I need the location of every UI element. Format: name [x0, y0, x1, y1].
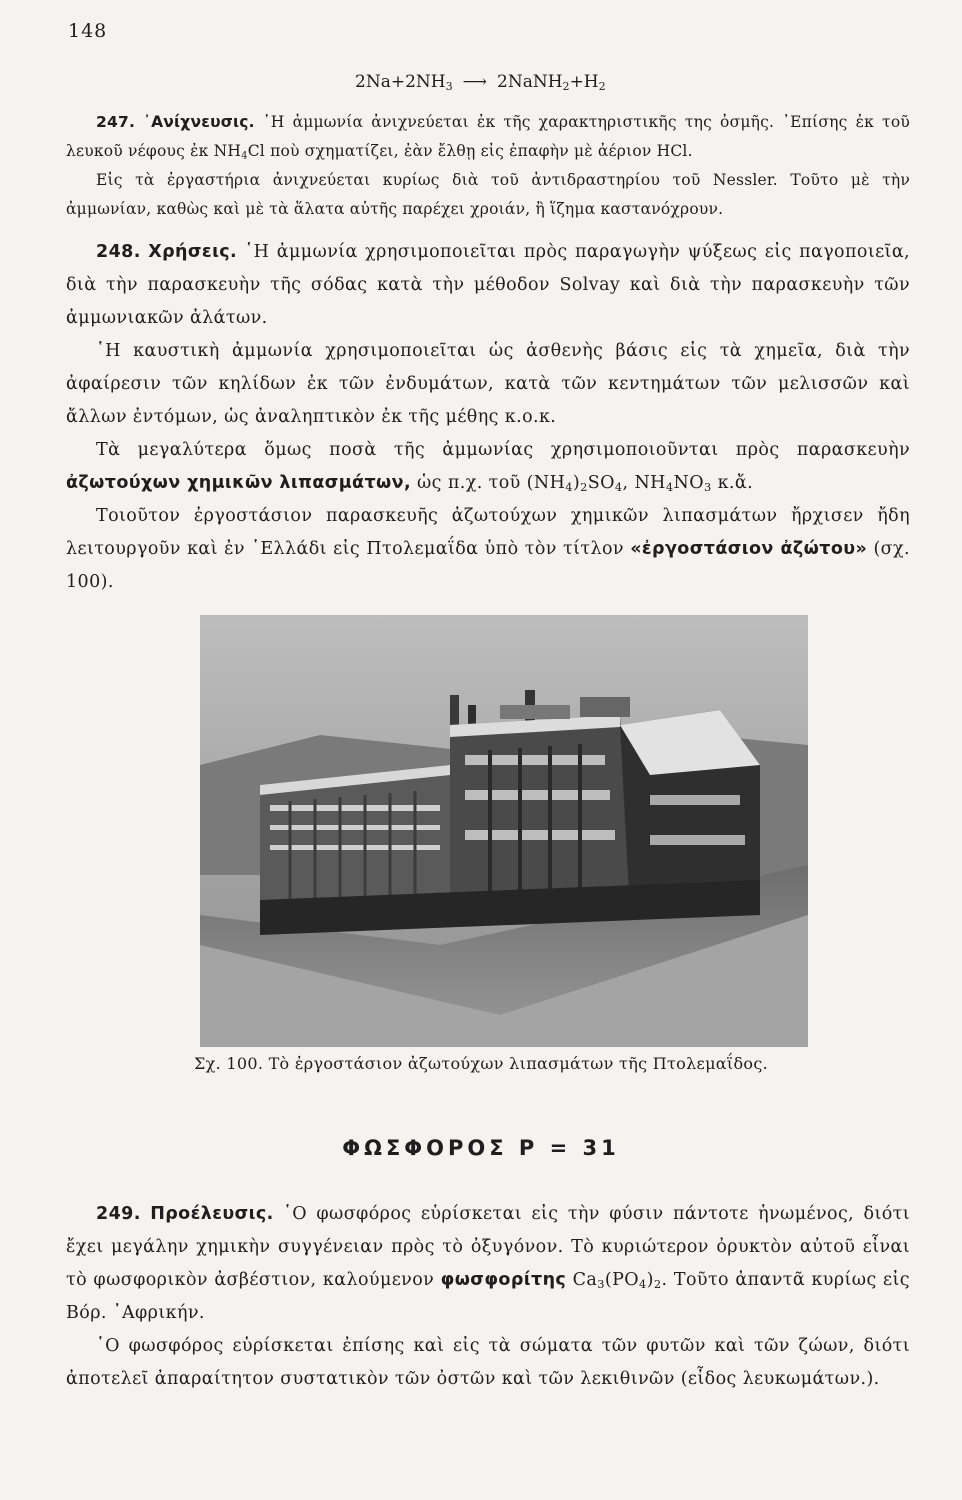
- section-number: 248.: [96, 242, 141, 262]
- page-number: 148: [68, 20, 108, 42]
- section-heading: Προέλευσις.: [150, 1204, 274, 1224]
- paragraph-248-fertilizers: Τὰ μεγαλύτερα ὅμως ποσὰ τῆς ἀμμωνίας χρησιμοποιοῦνται πρὸς παρασκευὴν ἀζωτούχων χημικῶν λιπασμάτων, ὡς π.χ. τοῦ $(NH_4)_2SO_4$, $NH_4NO_3$ κ.ἄ.: [66, 440, 910, 494]
- paragraph-247-main: 247. ᾿Ανίχνευσις. ῾Η ἀμμωνία ἀνιχνεύεται ἐκ τῆς χαρακτηριστικῆς της ὀσμῆς. ᾿Επίσης ἐκ τοῦ λευκοῦ νέφους ἐκ $NH_4Cl$ ποὺ σχηματίζει, ἐὰν ἔλθῃ εἰς ἐπαφὴν μὲ ἀέριον HCl.: [66, 113, 910, 162]
- section-heading: ᾿Ανίχνευσις.: [143, 113, 255, 131]
- paragraph-249-main: 249. Προέλευσις. ῾Ο φωσφόρος εὑρίσκεται εἰς τὴν φύσιν πάντοτε ἡνωμένος, διότι ἔχει μεγάλην χημικὴν συγγένειαν πρὸς τὸ ὀξυγόνον. Τὸ κυριώτερον ὀρυκτὸν αὐτοῦ εἶναι τὸ φωσφορικὸν ἀσβέστιον, καλούμενον φωσφορίτης $Ca_3(PO_4)_2$. Τοῦτο ἀπαντᾶ κυρίως εἰς Βόρ. ᾿Αφρικήν.: [66, 1204, 910, 1323]
- paragraph-249-bodies: ῾Ο φωσφόρος εὑρίσκεται ἐπίσης καὶ εἰς τὰ σώματα τῶν φυτῶν καὶ τῶν ζώων, διότι ἀποτελεῖ ἀπαραίτητον συστατικὸν τῶν ὀστῶν καὶ τῶν λεκιθινῶν (εἶδος λευκωμάτων.).: [66, 1336, 910, 1389]
- paragraph-248-factory: Τοιοῦτον ἐργοστάσιον παρασκευῆς ἀζωτούχων χημικῶν λιπασμάτων ἤρχισεν ἤδη λειτουργοῦν καὶ ἐν ῾Ελλάδι εἰς Πτολεμαΐδα ὑπὸ τὸν τίτλον «ἐργοστάσιον ἀζώτου» (σχ. 100).: [66, 506, 910, 592]
- section-title: ΦΩΣΦΟΡΟΣ P = 31: [342, 1136, 620, 1160]
- section-heading: Χρήσεις.: [148, 242, 238, 262]
- figure-caption: Σχ. 100. Τὸ ἐργοστάσιον ἀζωτούχων λιπασμάτων τῆς Πτολεμαΐδος.: [194, 1054, 768, 1073]
- factory-photo: [200, 615, 808, 1047]
- section-number: 247.: [96, 113, 136, 131]
- paragraph-249: [66, 1198, 910, 1396]
- section-number: 249.: [96, 1204, 141, 1224]
- paragraph-248-main: 248. Χρήσεις. ῾Η ἀμμωνία χρησιμοποιεῖται πρὸς παραγωγὴν ψύξεως εἰς παγοποιεῖα, διὰ τὴν παρασκευὴν τῆς σόδας κατὰ τὴν μέθοδον Solvay καὶ διὰ τὴν παρασκευὴν τῶν ἀμμωνιακῶν ἀλάτων.: [66, 242, 910, 328]
- paragraph-248-caustic: ῾Η καυστικὴ ἀμμωνία χρησιμοποιεῖται ὡς ἀσθενὴς βάσις εἰς τὰ χημεῖα, διὰ τὴν ἀφαίρεσιν τῶν κηλίδων ἐκ τῶν ἐνδυμάτων, κατὰ τῶν κεντημάτων τῶν μελισσῶν καὶ ἄλλων ἐντόμων, ὡς ἀναληπτικὸν ἐκ τῆς μέθης κ.ο.κ.: [66, 341, 910, 427]
- paragraph-247: [66, 108, 910, 224]
- paragraph-247-nessler: Εἰς τὰ ἐργαστήρια ἀνιχνεύεται κυρίως διὰ τοῦ ἀντιδραστηρίου τοῦ Nessler. Τοῦτο μὲ τὴν ἀμμωνίαν, καθὼς καὶ μὲ τὰ ἅλατα αὐτῆς παρέχει χροιάν, ἢ ἵζημα καστανόχρουν.: [66, 171, 910, 218]
- paragraph-248: [66, 236, 910, 599]
- chemical-equation: $2Na+2NH_3$ ⟶ $2NaNH_2+H_2$: [355, 72, 606, 93]
